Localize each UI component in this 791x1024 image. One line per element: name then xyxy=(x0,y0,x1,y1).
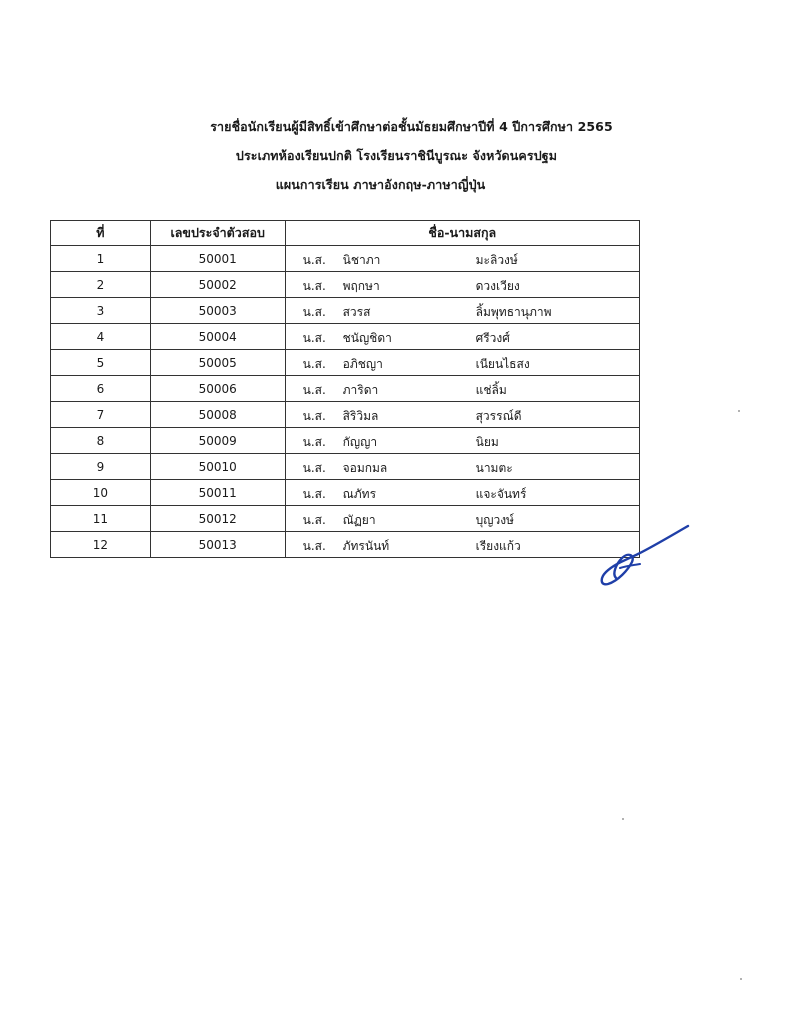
table-row xyxy=(51,480,640,506)
exam-id: 50001 xyxy=(150,246,285,272)
student-name-cell xyxy=(285,272,639,298)
table-row xyxy=(51,532,640,558)
exam-id: 50006 xyxy=(150,376,285,402)
name-prefix: น.ส. xyxy=(302,331,326,346)
last-name: เนียนไธสง xyxy=(475,357,530,372)
row-number: 9 xyxy=(51,454,151,480)
name-prefix: น.ส. xyxy=(302,409,326,424)
student-name-cell xyxy=(285,246,639,272)
table-row xyxy=(51,324,640,350)
last-name: ลิ้มพุทธานุภาพ xyxy=(475,305,552,320)
table-row xyxy=(51,272,640,298)
exam-id: 50012 xyxy=(150,506,285,532)
student-name-cell xyxy=(285,428,639,454)
last-name: นิยม xyxy=(475,435,499,450)
name-prefix: น.ส. xyxy=(302,461,326,476)
first-name: จอมกมล xyxy=(342,461,388,476)
table-header-row xyxy=(51,221,640,246)
last-name: แจะจันทร์ xyxy=(475,487,527,502)
row-number: 4 xyxy=(51,324,151,350)
name-prefix: น.ส. xyxy=(302,539,326,554)
table-row xyxy=(51,454,640,480)
column-header-name: ชื่อ-นามสกุล xyxy=(285,221,639,246)
student-name-cell xyxy=(285,402,639,428)
row-number: 8 xyxy=(51,428,151,454)
last-name: สุวรรณ์ดี xyxy=(475,409,522,424)
table-row xyxy=(51,506,640,532)
last-name: นามตะ xyxy=(475,461,513,476)
first-name: ภาริดา xyxy=(342,383,379,398)
student-name-cell xyxy=(285,324,639,350)
student-name-cell xyxy=(285,454,639,480)
exam-id: 50009 xyxy=(150,428,285,454)
exam-id: 50008 xyxy=(150,402,285,428)
student-name-cell xyxy=(285,298,639,324)
exam-id: 50004 xyxy=(150,324,285,350)
column-header-exam-id: เลขประจำตัวสอบ xyxy=(150,221,285,246)
signature xyxy=(596,520,696,592)
last-name: เรียงแก้ว xyxy=(475,539,521,554)
column-header-no: ที่ xyxy=(51,221,151,246)
table-row xyxy=(51,428,640,454)
row-number: 12 xyxy=(51,532,151,558)
student-name-cell xyxy=(285,480,639,506)
row-number: 1 xyxy=(51,246,151,272)
first-name: ชนัญชิดา xyxy=(342,331,392,346)
row-number: 6 xyxy=(51,376,151,402)
student-name-cell xyxy=(285,376,639,402)
table-row xyxy=(51,298,640,324)
title-line-3: แผนการเรียน ภาษาอังกฤษ-ภาษาญี่ปุ่น xyxy=(275,177,486,192)
exam-id: 50011 xyxy=(150,480,285,506)
title-line-1: รายชื่อนักเรียนผู้มีสิทธิ์เข้าศึกษาต่อชั้นมัธยมศึกษาปีที่ 4 ปีการศึกษา 2565 xyxy=(210,119,613,134)
row-number: 3 xyxy=(51,298,151,324)
exam-id: 50010 xyxy=(150,454,285,480)
title-line-2: ประเภทห้องเรียนปกติ โรงเรียนราชินีบูรณะ จังหวัดนครปฐม xyxy=(235,148,558,163)
document-header xyxy=(0,112,791,199)
student-name-cell xyxy=(285,532,639,558)
row-number: 2 xyxy=(51,272,151,298)
last-name: มะลิวงษ์ xyxy=(475,253,518,268)
first-name: สวรส xyxy=(342,305,371,320)
first-name: สิริวิมล xyxy=(342,409,379,424)
exam-id: 50005 xyxy=(150,350,285,376)
last-name: บุญวงษ์ xyxy=(475,513,514,528)
row-number: 7 xyxy=(51,402,151,428)
first-name: พฤกษา xyxy=(342,279,380,294)
last-name: ศรีวงศ์ xyxy=(475,331,510,346)
scan-speck xyxy=(740,978,742,980)
exam-id: 50002 xyxy=(150,272,285,298)
student-name-cell xyxy=(285,350,639,376)
row-number: 5 xyxy=(51,350,151,376)
scan-speck xyxy=(622,818,624,820)
table-row xyxy=(51,376,640,402)
name-prefix: น.ส. xyxy=(302,253,326,268)
first-name: นิชาภา xyxy=(342,253,381,268)
first-name: อภิชญา xyxy=(342,357,383,372)
first-name: ภัทรนันท์ xyxy=(342,539,390,554)
name-prefix: น.ส. xyxy=(302,513,326,528)
student-list-table xyxy=(50,220,640,558)
scan-speck xyxy=(738,410,740,412)
name-prefix: น.ส. xyxy=(302,383,326,398)
student-name-cell xyxy=(285,506,639,532)
first-name: กัญญา xyxy=(342,435,378,450)
row-number: 10 xyxy=(51,480,151,506)
exam-id: 50013 xyxy=(150,532,285,558)
name-prefix: น.ส. xyxy=(302,487,326,502)
name-prefix: น.ส. xyxy=(302,357,326,372)
name-prefix: น.ส. xyxy=(302,435,326,450)
table-row xyxy=(51,246,640,272)
last-name: แช่ลิ้ม xyxy=(475,383,507,398)
first-name: ณัฏยา xyxy=(342,513,376,528)
first-name: ณภัทร xyxy=(342,487,377,502)
table-row xyxy=(51,402,640,428)
exam-id: 50003 xyxy=(150,298,285,324)
name-prefix: น.ส. xyxy=(302,279,326,294)
row-number: 11 xyxy=(51,506,151,532)
last-name: ดวงเวียง xyxy=(475,279,520,294)
name-prefix: น.ส. xyxy=(302,305,326,320)
table-row xyxy=(51,350,640,376)
